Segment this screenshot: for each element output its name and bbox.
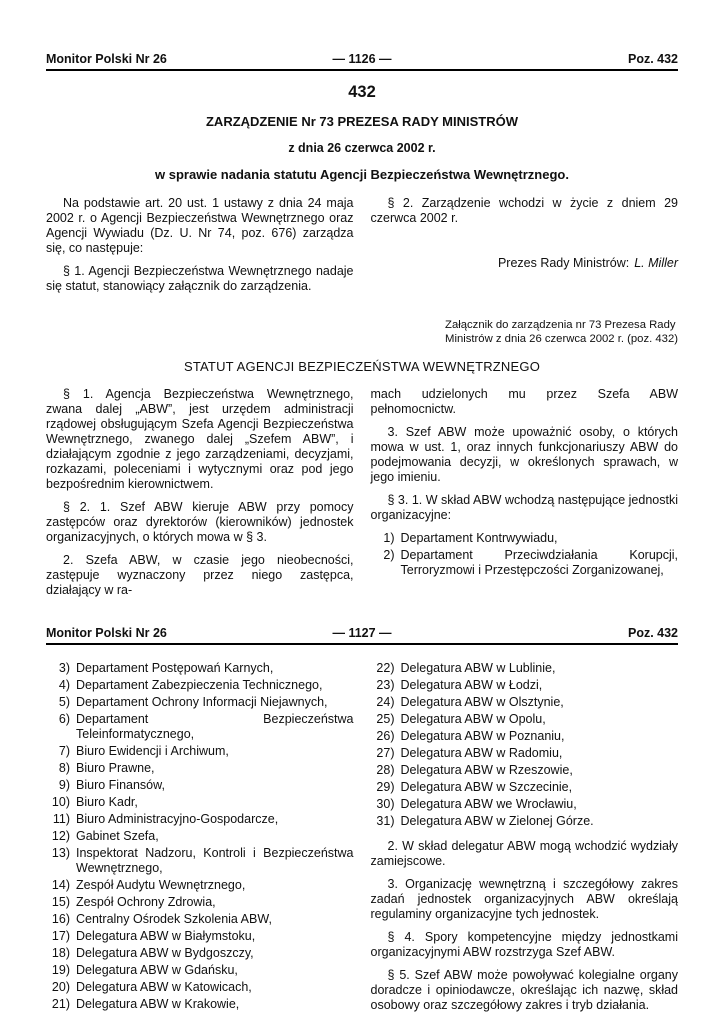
legal-basis-paragraph: Na podstawie art. 20 ust. 1 ustawy z dnia 24 maja 2002 r. o Agencji Bezpieczeństwa Wewnętrznego oraz Agencji Wywiadu (Dz. U. Nr 74, poz. 676) zarządza się, co następuje: — [46, 196, 354, 255]
header-rule — [46, 69, 678, 71]
annex-reference — [445, 318, 678, 346]
statute-right-column — [371, 387, 679, 598]
list-item-text: Delegatura ABW w Poznaniu, — [400, 729, 565, 743]
list-item-text: Delegatura ABW w Zielonej Górze. — [400, 814, 594, 828]
act-subject: w sprawie nadania statutu Agencji Bezpieczeństwa Wewnętrznego. — [155, 167, 569, 182]
unit-list-page1 — [371, 531, 679, 578]
list-item — [371, 797, 679, 812]
list-item-number: 15) — [51, 895, 70, 909]
statute-par3-1: § 3. 1. W skład ABW wchodzą następujące jednostki organizacyjne: — [370, 493, 678, 522]
signature-name: L. Miller — [634, 256, 678, 270]
list-item-text: Delegatura ABW w Opolu, — [400, 712, 546, 726]
list-item — [371, 780, 679, 795]
list-item-text: Delegatura ABW w Szczecinie, — [400, 780, 573, 794]
list-item — [46, 929, 354, 944]
list-item-number: 5) — [58, 695, 70, 709]
paragraph-par1: § 1. Agencji Bezpieczeństwa Wewnętrznego nadaje się statut, stanowiący załącznik do zarządzenia. — [46, 264, 354, 293]
list-item-number: 28) — [376, 763, 395, 777]
statute-title: STATUT AGENCJI BEZPIECZEŃSTWA WEWNĘTRZNEGO — [183, 359, 541, 374]
statute-par5: § 5. Szef ABW może powoływać kolegialne organy doradcze i opiniodawcze, określając ich nazwę, skład osobowy oraz szczegółowy zakres i tryb działania. — [370, 968, 678, 1012]
list-item — [46, 829, 354, 844]
list-item — [46, 795, 354, 810]
list-item-number: 9) — [58, 778, 70, 792]
list-item-text: Delegatura ABW w Lublinie, — [400, 661, 556, 675]
list-item — [371, 729, 679, 744]
list-item — [46, 963, 354, 978]
list-item-text: Delegatura ABW w Białymstoku, — [76, 929, 256, 943]
list-item-number: 30) — [376, 797, 395, 811]
list-item-number: 12) — [51, 829, 70, 843]
list-item-number: 1) — [383, 531, 395, 545]
list-item-text: Departament Postępowań Karnych, — [76, 661, 274, 675]
list-item-text: Biuro Administracyjno-Gospodarcze, — [76, 812, 279, 826]
list-item — [371, 814, 679, 829]
header-rule — [46, 643, 678, 645]
list-item-text: Biuro Prawne, — [76, 761, 155, 775]
journal-name: Monitor Polski Nr 26 — [46, 626, 167, 640]
statute-par2-1: § 2. 1. Szef ABW kieruje ABW przy pomocy zastępców oraz dyrektorów (kierowników) jednostek organizacyjnych, o których mowa w § 3. — [46, 500, 354, 544]
list-item-number: 25) — [376, 712, 395, 726]
list-item — [371, 712, 679, 727]
intro-right-column — [371, 196, 679, 294]
signature-line — [371, 256, 679, 271]
list-item-number: 7) — [58, 744, 70, 758]
list-item-text: Delegatura ABW w Radomiu, — [400, 746, 563, 760]
list-item-number: 23) — [376, 678, 395, 692]
list-item-text: Delegatura ABW we Wrocławiu, — [400, 797, 577, 811]
list-item-number: 4) — [58, 678, 70, 692]
intro-columns — [46, 196, 678, 294]
statute-par2-3: 3. Szef ABW może upoważnić osoby, o których mowa w ust. 1, oraz innych funkcjonariuszy ABW do podejmowania decyzji, w określonych sprawach, w jego imieniu. — [370, 425, 678, 484]
act-title: ZARZĄDZENIE Nr 73 PREZESA RADY MINISTRÓW — [205, 114, 519, 129]
page1-running-head — [46, 52, 678, 66]
list-item-number: 6) — [58, 712, 70, 726]
statute-par1: § 1. Agencja Bezpieczeństwa Wewnętrznego, zwana dalej „ABW”, jest urzędem administracji rządowej obsługującym Szefa Agencji Bezpieczeństwa Wewnętrznego, zwanego dalej „Szefem ABW”, i działającym zgodnie z jego zarządzeniami, decyzjami, rozkazami, poleceniami i wytycznymi oraz pod jego bezpośrednim kierownictwem. — [46, 387, 354, 491]
list-item-number: 16) — [51, 912, 70, 926]
list-item — [46, 946, 354, 961]
list-item — [46, 895, 354, 910]
list-item-text: Delegatura ABW w Łodzi, — [400, 678, 543, 692]
page2-running-head — [46, 626, 678, 640]
page2-left-column — [46, 661, 354, 1014]
list-item — [46, 695, 354, 710]
page2-right-column — [371, 661, 679, 1014]
list-item — [371, 695, 679, 710]
position-ref: Poz. 432 — [627, 52, 679, 66]
list-item-number: 17) — [51, 929, 70, 943]
list-item-number: 3) — [58, 661, 70, 675]
list-item — [371, 531, 679, 546]
list-item-number: 24) — [376, 695, 395, 709]
intro-left-column — [46, 196, 354, 294]
list-item — [46, 912, 354, 927]
list-item-number: 13) — [51, 846, 70, 860]
list-item-number: 19) — [51, 963, 70, 977]
list-item-text: Delegatura ABW w Rzeszowie, — [400, 763, 573, 777]
list-item-number: 18) — [51, 946, 70, 960]
list-item — [46, 778, 354, 793]
list-item-text: Delegatura ABW w Bydgoszczy, — [76, 946, 254, 960]
list-item-text: Departament Kontrwywiadu, — [400, 531, 558, 545]
list-item — [46, 761, 354, 776]
list-item-number: 8) — [58, 761, 70, 775]
page-number: — 1127 — — [332, 626, 392, 640]
list-item-number: 27) — [376, 746, 395, 760]
statute-left-column — [46, 387, 354, 598]
list-item — [46, 878, 354, 893]
position-ref: Poz. 432 — [627, 626, 679, 640]
list-item-text: Gabinet Szefa, — [76, 829, 159, 843]
list-item-text: Zespół Ochrony Zdrowia, — [76, 895, 216, 909]
list-item-number: 10) — [51, 795, 70, 809]
list-item — [46, 744, 354, 759]
list-item-text: Delegatura ABW w Olsztynie, — [400, 695, 564, 709]
list-item — [371, 548, 679, 578]
list-item-text: Zespół Audytu Wewnętrznego, — [76, 878, 246, 892]
list-item — [371, 661, 679, 676]
list-item — [46, 678, 354, 693]
list-item-text: Departament Zabezpieczenia Technicznego, — [76, 678, 323, 692]
statute-par4: § 4. Spory kompetencyjne między jednostkami organizacyjnymi ABW rozstrzyga Szef ABW. — [370, 930, 678, 959]
list-item-text: Delegatura ABW w Gdańsku, — [76, 963, 238, 977]
act-number: 432 — [348, 83, 376, 101]
journal-name: Monitor Polski Nr 26 — [46, 52, 167, 66]
signature-label: Prezes Rady Ministrów: — [497, 256, 630, 270]
list-item-text: Biuro Kadr, — [76, 795, 138, 809]
list-item-text: Centralny Ośrodek Szkolenia ABW, — [76, 912, 272, 926]
list-item-number: 26) — [376, 729, 395, 743]
list-item-text: Departament Bezpieczeństwa Teleinformatycznego, — [76, 712, 354, 741]
list-item-text: Inspektorat Nadzoru, Kontroli i Bezpieczeństwa Wewnętrznego, — [76, 846, 354, 875]
list-item-number: 29) — [376, 780, 395, 794]
list-item-text: Biuro Ewidencji i Archiwum, — [76, 744, 229, 758]
statute-par2-2-continuation: mach udzielonych mu przez Szefa ABW pełnomocnictw. — [370, 387, 678, 416]
list-item-number: 20) — [51, 980, 70, 994]
list-item — [46, 997, 354, 1012]
list-item — [371, 763, 679, 778]
list-item — [46, 712, 354, 742]
act-date: z dnia 26 czerwca 2002 r. — [288, 141, 436, 155]
annex-reference-wrap — [46, 318, 678, 346]
statute-par3-3: 3. Organizację wewnętrzną i szczegółowy zakres zadań jednostek organizacyjnych ABW określają regulaminy organizacyjne tych jednostek. — [370, 877, 678, 921]
list-item-number: 11) — [52, 812, 70, 826]
page2-columns — [46, 661, 678, 1014]
list-item-text: Departament Przeciwdziałania Korupcji, Terroryzmowi i Przestępczości Zorganizowanej, — [400, 548, 678, 577]
list-item-text: Departament Ochrony Informacji Niejawnych, — [76, 695, 328, 709]
list-item-number: 31) — [376, 814, 395, 828]
list-item-number: 21) — [51, 997, 70, 1011]
statute-par3-2: 2. W skład delegatur ABW mogą wchodzić wydziały zamiejscowe. — [370, 839, 678, 868]
list-item — [371, 746, 679, 761]
page-number: — 1126 — — [332, 52, 392, 66]
list-item — [46, 846, 354, 876]
annex-reference-line2: Ministrów z dnia 26 czerwca 2002 r. (poz. 432) — [445, 333, 678, 345]
list-item — [46, 980, 354, 995]
statute-columns — [46, 387, 678, 598]
annex-reference-line1: Załącznik do zarządzenia nr 73 Prezesa Rady — [445, 319, 676, 331]
list-item-number: 2) — [383, 548, 395, 562]
statute-par2-2: 2. Szefa ABW, w czasie jego nieobecności, zastępuje wyznaczony przez niego zastępca, działający w ra- — [46, 553, 354, 597]
list-item-text: Delegatura ABW w Krakowie, — [76, 997, 240, 1011]
list-item-text: Delegatura ABW w Katowicach, — [76, 980, 252, 994]
list-item — [371, 678, 679, 693]
paragraph-par2: § 2. Zarządzenie wchodzi w życie z dniem 29 czerwca 2002 r. — [370, 196, 678, 225]
list-item-number: 22) — [376, 661, 395, 675]
list-item — [46, 661, 354, 676]
list-item-number: 14) — [51, 878, 70, 892]
list-item — [46, 812, 354, 827]
list-item-text: Biuro Finansów, — [76, 778, 165, 792]
